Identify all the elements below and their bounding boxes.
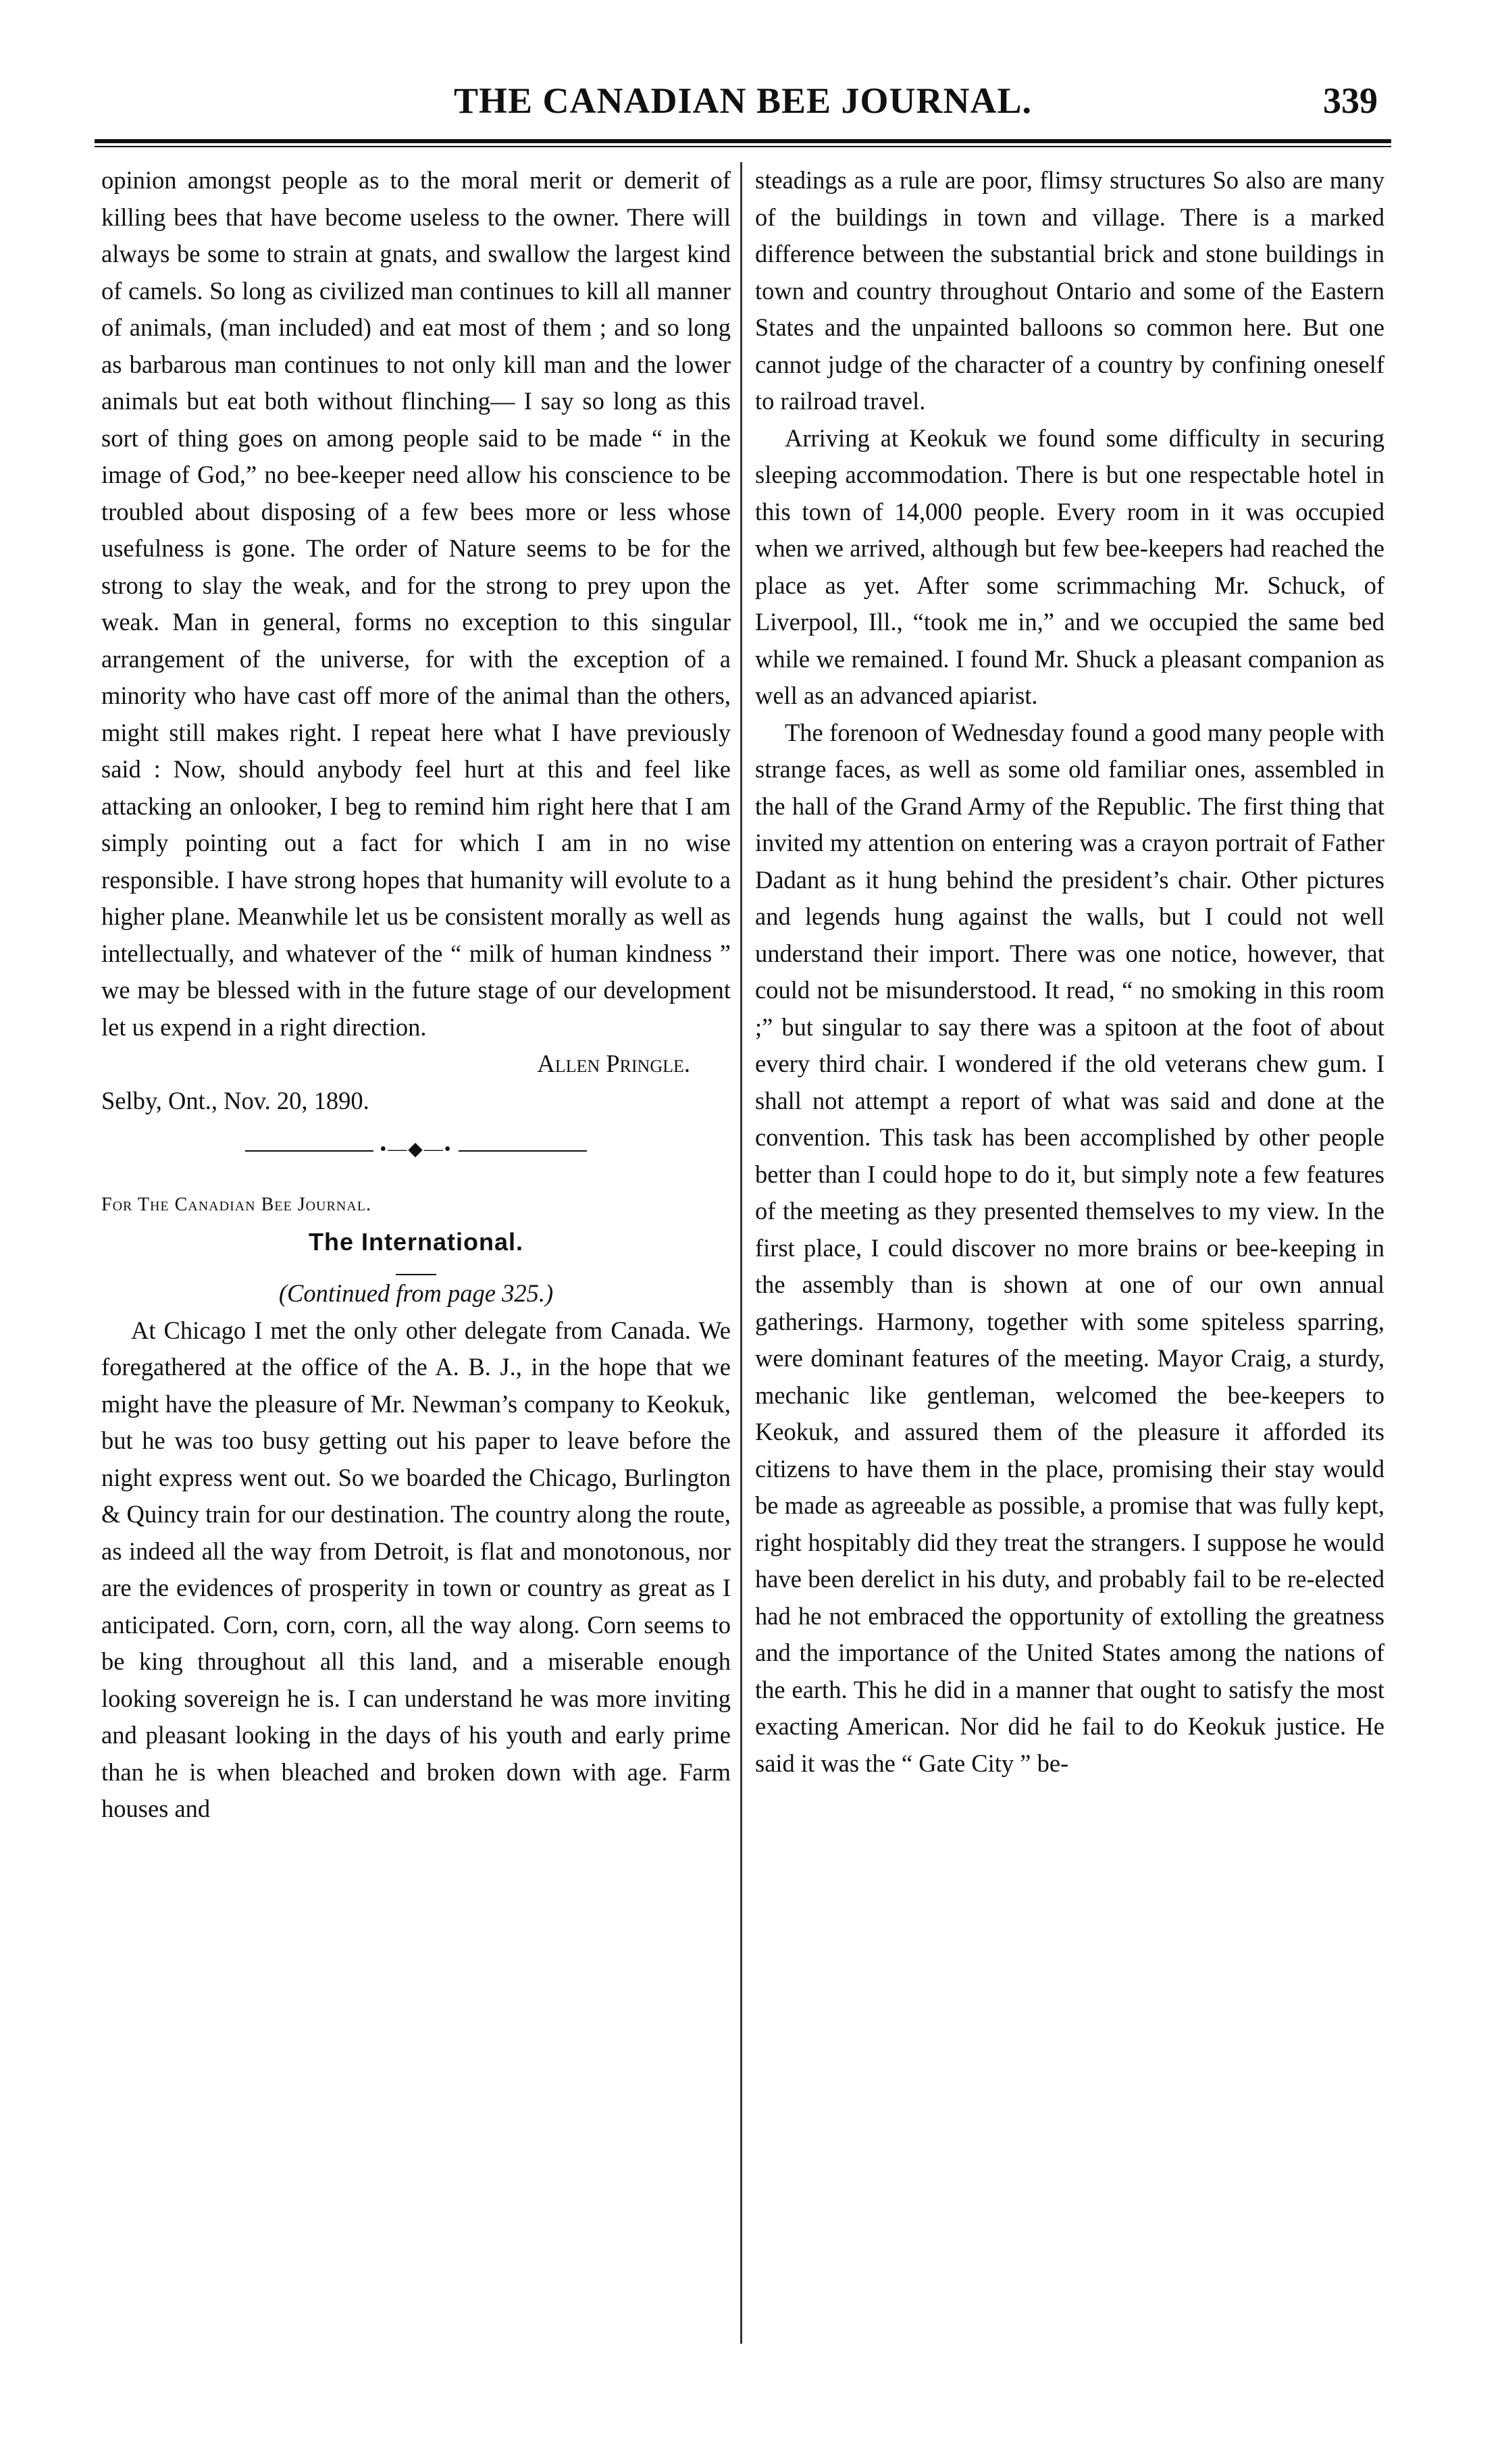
- right-paragraph-3: The forenoon of Wednesday found a good many people with strange faces, as well as some old familiar ones, assembled in the hall of the Grand Army of the Republic. The first thing that invited my attention on entering was a crayon portrait of Father Dadant as it hung behind the president’s chair. Other pictures and legends hung against the walls, but I could not well understand their import. There was one notice, however, that could not be misunderstood. It read, “ no smoking in this room ;” but singular to say there was a spitoon at the foot of about every third chair. I wondered if the old veterans chew gum. I shall not attempt a report of what was said and done at the convention. This task has been accomplished by other people better than I could hope to do it, but simply note a few features of the meeting as they presented themselves to my view. In the first place, I could discover no more brains or bee-keeping in the assembly than is shown at one of our own annual gatherings. Harmony, together with some spiteless sparring, were dominant features of the meeting. Mayor Craig, a sturdy, mechanic like gentleman, welcomed the bee-keepers to Keokuk, and assured them of the pleasure it afforded its citizens to have them in the place, promising their stay would be made as agreeable as possible, a promise that was fully kept, right hospitably did they treat the strangers. I suppose he would have been derelict in his duty, and probably fail to be re-elected had he not embraced the opportunity of extolling the greatness and the importance of the United States among the nations of the earth. This he did in a manner that ought to satisfy the most exacting American. Nor did he fail to do Keokuk justice. He said it was the “ Gate City ” be-: [755, 718, 1384, 1777]
- ornament-glyph: •—◆—•: [380, 1139, 452, 1160]
- ornament-rule-right: [459, 1150, 587, 1152]
- left-paragraph-2: At Chicago I met the only other delegate from Canada. We foregathered at the office of the A. B. J., in the hope that we might have the pleasure of Mr. Newman’s company to Keokuk, but he was too busy getting out his paper to leave before the night express went out. So we boarded the Chicago, Burlington & Quincy train for our destination. The country along the route, as indeed all the way from Detroit, is flat and monotonous, nor are the evidences of prosperity in town or country as great as I anticipated. Corn, corn, corn, all the way along. Corn seems to be king throughout all this land, and a miserable enough looking sovereign he is. I can understand he was more inviting and pleasant looking in the days of his youth and early prime than he is when bleached and broken down with age. Farm houses and: [101, 1316, 731, 1822]
- right-paragraph-1: steadings as a rule are poor, flimsy structures So also are many of the buildings in town and village. There is a marked difference between the substantial brick and stone buildings in town and country throughout Ontario and some of the Eastern States and the unpainted balloons so common here. But one cannot judge of the character of a country by confining oneself to railroad travel.: [755, 166, 1384, 415]
- page-header: [95, 80, 1391, 140]
- title-dash: [101, 1260, 731, 1275]
- article-title: The International.: [308, 1227, 524, 1256]
- dateline: Selby, Ont., Nov. 20, 1890.: [101, 1086, 369, 1114]
- section-ornament: [101, 1139, 731, 1160]
- left-paragraph-1: opinion amongst people as to the moral merit or demerit of killing bees that have become useless to the owner. There will always be some to strain at gnats, and swallow the largest kind of camels. So long as civilized man continues to kill all manner of animals, (man included) and eat most of them ; and so long as barbarous man continues to not only kill man and the lower animals but eat both without flinching— I say so long as this sort of thing goes on among people said to be made “ in the image of God,” no bee-keeper need allow his conscience to be troubled about disposing of a few bees more or less whose usefulness is gone. The order of Nature seems to be for the strong to slay the weak, and for the strong to prey upon the weak. Man in general, forms no exception to this singular arrangement of the universe, for with the exception of a minority who have cast off more of the animal than the others, might still makes right. I repeat here what I have previously said : Now, should anybody feel hurt at this and feel like attacking an onlooker, I beg to remind him right here that I am simply pointing out a fact for which I am in no wise responsible. I have strong hopes that humanity will evolute to a higher plane. Meanwhile let us be consistent morally as well as intellectually, and whatever of the “ milk of human kindness ” we may be blessed with in the future stage of our development let us expend in a right direction.: [101, 166, 731, 1041]
- header-rule-thin: [95, 146, 1391, 147]
- continued-note: (Continued from page 325.): [278, 1279, 554, 1307]
- right-column: [755, 162, 1384, 1782]
- header-rule: [95, 139, 1391, 143]
- author-signature: Allen Pringle.: [537, 1050, 690, 1077]
- ornament-rule-left: [245, 1150, 373, 1152]
- left-column: [101, 162, 731, 1828]
- article-credit: For The Canadian Bee Journal.: [101, 1194, 371, 1215]
- journal-title: THE CANADIAN BEE JOURNAL.: [453, 80, 1033, 121]
- column-divider: [740, 162, 742, 2344]
- page-number: 339: [1323, 80, 1378, 121]
- right-paragraph-2: Arriving at Keokuk we found some difficulty in securing sleeping accommodation. There is but one respectable hotel in this town of 14,000 people. Every room in it was occupied when we arrived, although but few bee-keepers had reached the place as yet. After some scrimmaching Mr. Schuck, of Liverpool, Ill., “took me in,” and we occupied the same bed while we remained. I found Mr. Shuck a pleasant companion as well as an advanced apiarist.: [755, 424, 1384, 709]
